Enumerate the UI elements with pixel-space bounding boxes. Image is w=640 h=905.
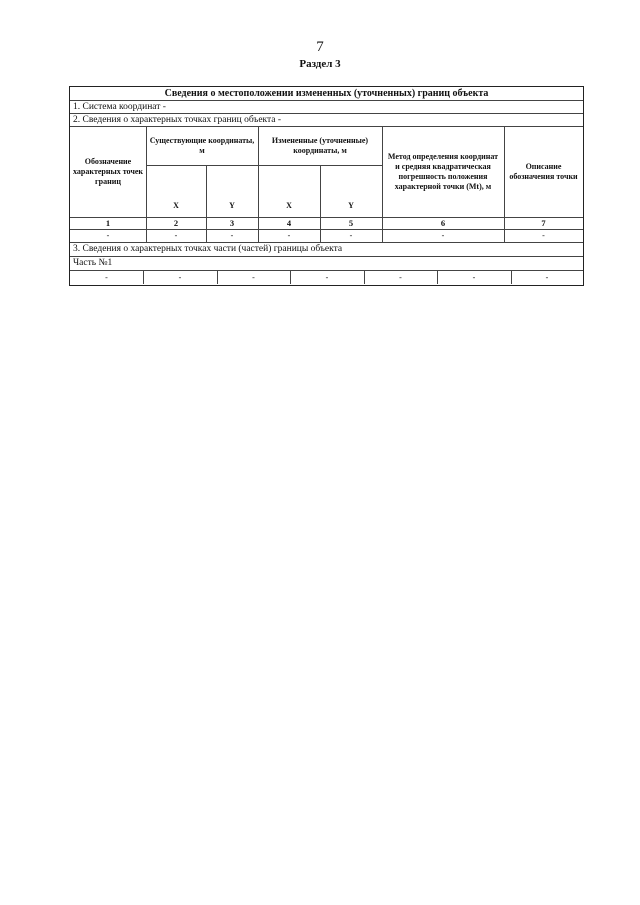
table-title: Сведения о местоположении измененных (уточненных) границ объекта <box>70 87 583 101</box>
cell-divider <box>382 230 383 242</box>
table-cell: - <box>441 231 445 240</box>
table-cell: - <box>399 273 402 282</box>
part-label-row: Часть №1 <box>70 257 583 271</box>
cell-divider <box>206 218 207 230</box>
coordinate-system-row: 1. Система координат - <box>70 101 583 114</box>
column-number: 4 <box>286 218 292 228</box>
cell-divider <box>364 271 365 284</box>
cell-divider <box>504 230 505 242</box>
table-cell: - <box>178 273 182 282</box>
table-header <box>70 127 583 217</box>
cell-divider <box>146 218 147 230</box>
table-cell: - <box>230 231 234 240</box>
table-cell: - <box>545 273 549 282</box>
column-number: 6 <box>440 218 446 228</box>
header-designation: Обозначение характерных точек границ <box>72 157 144 186</box>
column-number: 2 <box>173 218 179 228</box>
cell-divider <box>437 271 438 284</box>
cell-divider <box>382 218 383 230</box>
table-row <box>70 271 583 284</box>
cell-divider <box>504 218 505 230</box>
table-row <box>70 230 583 243</box>
part-points-info-row: 3. Сведения о характерных точках части (частей) границы объекта <box>70 243 583 257</box>
table-cell: - <box>542 231 545 240</box>
table-cell: - <box>325 273 329 282</box>
table-cell: - <box>252 273 255 282</box>
header-divider <box>320 165 321 217</box>
page-number: 7 <box>316 39 324 55</box>
header-divider <box>206 165 207 217</box>
header-divider <box>146 127 147 217</box>
boundary-table <box>69 86 584 286</box>
cell-divider <box>143 271 144 284</box>
header-changed-coords: Измененные (уточненные) координаты, м <box>271 136 369 155</box>
cell-divider <box>206 230 207 242</box>
header-subdivider <box>146 165 382 166</box>
table-cell: - <box>174 231 178 240</box>
header-method: Метод определения координат и средняя квадратическая погрешность положения характерной точки (Mt), м <box>387 152 499 191</box>
cell-divider <box>217 271 218 284</box>
points-info-row: 2. Сведения о характерных точках границ объекта - <box>70 114 583 127</box>
header-x-existing: X <box>173 201 179 210</box>
table-cell: - <box>105 273 108 282</box>
column-number-row <box>70 217 583 230</box>
section-title: Раздел 3 <box>299 58 341 70</box>
cell-divider <box>511 271 512 284</box>
cell-divider <box>258 218 259 230</box>
column-number: 3 <box>229 218 235 228</box>
cell-divider <box>320 218 321 230</box>
header-y-changed: Y <box>348 201 354 210</box>
table-cell: - <box>349 231 353 240</box>
table-cell: - <box>472 273 476 282</box>
header-existing-coords: Существующие координаты, м <box>149 136 255 155</box>
header-divider <box>382 127 383 217</box>
column-number: 7 <box>541 218 546 228</box>
table-cell: - <box>287 231 291 240</box>
cell-divider <box>146 230 147 242</box>
header-x-changed: X <box>286 201 292 210</box>
table-cell: - <box>106 231 110 240</box>
cell-divider <box>320 230 321 242</box>
column-number: 1 <box>105 218 111 228</box>
column-number: 5 <box>348 218 354 228</box>
header-divider <box>258 127 259 217</box>
header-divider <box>504 127 505 217</box>
cell-divider <box>290 271 291 284</box>
cell-divider <box>258 230 259 242</box>
header-y-existing: Y <box>229 201 235 210</box>
header-description: Описание обозначения точки <box>509 162 578 181</box>
